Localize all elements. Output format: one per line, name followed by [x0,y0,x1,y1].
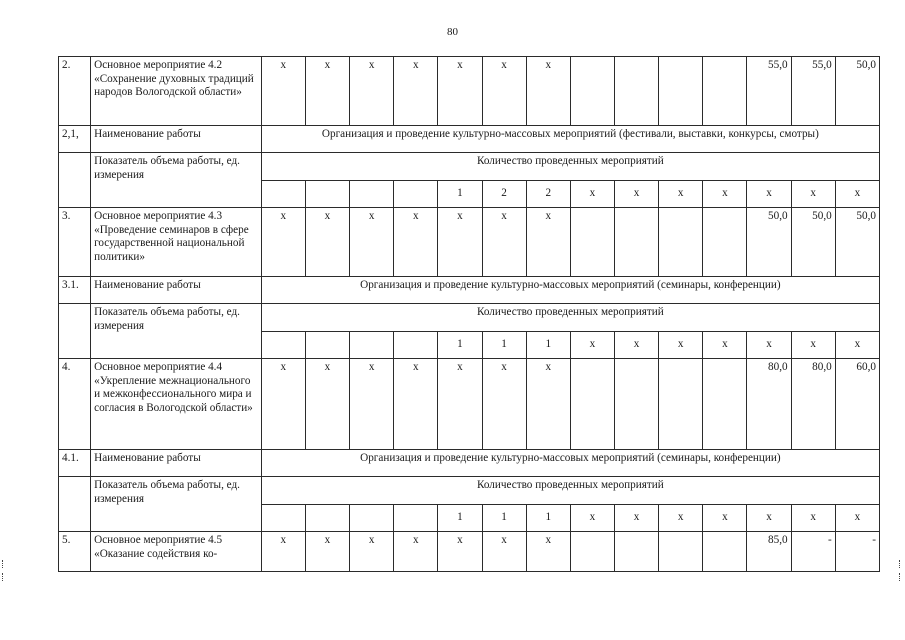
value-cell: 2 [482,181,526,208]
row-number: 2. [59,57,91,126]
indicator-label: Показатель объема работы, ед. измерения [91,304,262,359]
value-cell: х [791,505,835,532]
empty-cell [59,153,91,208]
value-cell: 60,0 [835,359,879,450]
value-cell: х [526,57,570,126]
value-cell: 1 [438,181,482,208]
margin-mark [2,573,5,581]
value-cell: х [438,208,482,277]
value-cell: х [659,181,703,208]
work-description: Организация и проведение культурно-массовых мероприятий (семинары, конференции) [261,277,879,304]
table-row [59,153,880,181]
value-cell [614,208,658,277]
row-number: 3. [59,208,91,277]
value-cell: х [659,505,703,532]
value-cell: 85,0 [747,532,791,572]
value-cell [261,181,305,208]
row-number: 4.1. [59,450,91,477]
value-cell [570,359,614,450]
value-cell: х [791,332,835,359]
value-cell: х [261,532,305,572]
value-cell [350,181,394,208]
value-cell: 50,0 [791,208,835,277]
work-description: Организация и проведение культурно-массовых мероприятий (фестивали, выставки, конкурсы, смотры) [261,126,879,153]
value-cell: х [438,359,482,450]
value-cell: 1 [438,505,482,532]
value-cell: х [614,181,658,208]
value-cell: - [835,532,879,572]
value-cell [703,532,747,572]
value-cell: х [305,532,349,572]
value-cell: х [350,57,394,126]
program-table [58,56,880,572]
table-row [59,477,880,505]
measure-name: Основное мероприятие 4.3 «Проведение семинаров в сфере государственной национальной политики» [91,208,262,277]
value-cell: 1 [438,332,482,359]
row-number: 2,1, [59,126,91,153]
value-cell: х [659,332,703,359]
work-description: Организация и проведение культурно-массовых мероприятий (семинары, конференции) [261,450,879,477]
value-cell: х [438,57,482,126]
value-cell: х [747,505,791,532]
value-cell [614,57,658,126]
value-cell: х [791,181,835,208]
measure-name: Основное мероприятие 4.5 «Оказание содействия ко- [91,532,262,572]
margin-mark [2,560,5,568]
value-cell [261,332,305,359]
value-cell: х [747,332,791,359]
value-cell: х [350,532,394,572]
indicator-description: Количество проведенных мероприятий [261,477,879,505]
value-cell: х [394,359,438,450]
value-cell: х [261,208,305,277]
value-cell: х [350,359,394,450]
value-cell: х [703,505,747,532]
indicator-label: Показатель объема работы, ед. измерения [91,153,262,208]
value-cell: х [835,181,879,208]
indicator-description: Количество проведенных мероприятий [261,304,879,332]
value-cell: х [394,208,438,277]
value-cell: 80,0 [791,359,835,450]
value-cell [570,208,614,277]
indicator-description: Количество проведенных мероприятий [261,153,879,181]
value-cell: х [482,57,526,126]
empty-cell [59,304,91,359]
indicator-label: Показатель объема работы, ед. измерения [91,477,262,532]
value-cell [394,181,438,208]
row-number: 5. [59,532,91,572]
table-row [59,208,880,277]
value-cell: 50,0 [835,208,879,277]
value-cell: х [482,532,526,572]
row-number: 3.1. [59,277,91,304]
value-cell [570,532,614,572]
value-cell: 2 [526,181,570,208]
value-cell: х [261,359,305,450]
value-cell: 50,0 [835,57,879,126]
table-row [59,304,880,332]
table-row [59,359,880,450]
value-cell: х [482,208,526,277]
value-cell [350,332,394,359]
value-cell: 55,0 [747,57,791,126]
value-cell: х [570,505,614,532]
value-cell: х [703,332,747,359]
value-cell [261,505,305,532]
margin-mark [899,573,902,581]
measure-name: Основное мероприятие 4.2 «Сохранение духовных традиций народов Вологодской области» [91,57,262,126]
value-cell [350,505,394,532]
value-cell: х [394,532,438,572]
value-cell: х [305,57,349,126]
value-cell [659,57,703,126]
value-cell: х [394,57,438,126]
value-cell: х [438,532,482,572]
work-label: Наименование работы [91,450,262,477]
value-cell: х [305,359,349,450]
value-cell [659,359,703,450]
value-cell: х [747,181,791,208]
measure-name: Основное мероприятие 4.4 «Укрепление межнационального и межконфессионального мира и согласия в Вологодской области» [91,359,262,450]
value-cell: х [526,208,570,277]
value-cell [305,181,349,208]
value-cell [703,359,747,450]
table-row [59,532,880,572]
row-number: 4. [59,359,91,450]
value-cell [305,332,349,359]
value-cell [703,208,747,277]
value-cell [614,532,658,572]
value-cell: х [305,208,349,277]
value-cell: 1 [482,505,526,532]
value-cell: х [614,505,658,532]
value-cell [305,505,349,532]
value-cell: х [350,208,394,277]
value-cell: х [570,332,614,359]
value-cell: 80,0 [747,359,791,450]
table-row [59,277,880,304]
page-number: 80 [447,26,458,38]
value-cell [614,359,658,450]
table-row [59,57,880,126]
value-cell: 55,0 [791,57,835,126]
value-cell: х [703,181,747,208]
value-cell: х [526,359,570,450]
value-cell [394,332,438,359]
margin-mark [899,560,902,568]
value-cell: 1 [482,332,526,359]
value-cell: х [614,332,658,359]
table-row [59,450,880,477]
work-label: Наименование работы [91,126,262,153]
value-cell: х [482,359,526,450]
value-cell [394,505,438,532]
value-cell [659,532,703,572]
work-label: Наименование работы [91,277,262,304]
value-cell: х [526,532,570,572]
value-cell: 1 [526,505,570,532]
empty-cell [59,477,91,532]
value-cell [570,57,614,126]
value-cell: х [261,57,305,126]
value-cell: х [835,332,879,359]
value-cell [703,57,747,126]
value-cell: х [835,505,879,532]
value-cell [659,208,703,277]
value-cell: - [791,532,835,572]
value-cell: 50,0 [747,208,791,277]
table-row [59,126,880,153]
value-cell: 1 [526,332,570,359]
value-cell: х [570,181,614,208]
